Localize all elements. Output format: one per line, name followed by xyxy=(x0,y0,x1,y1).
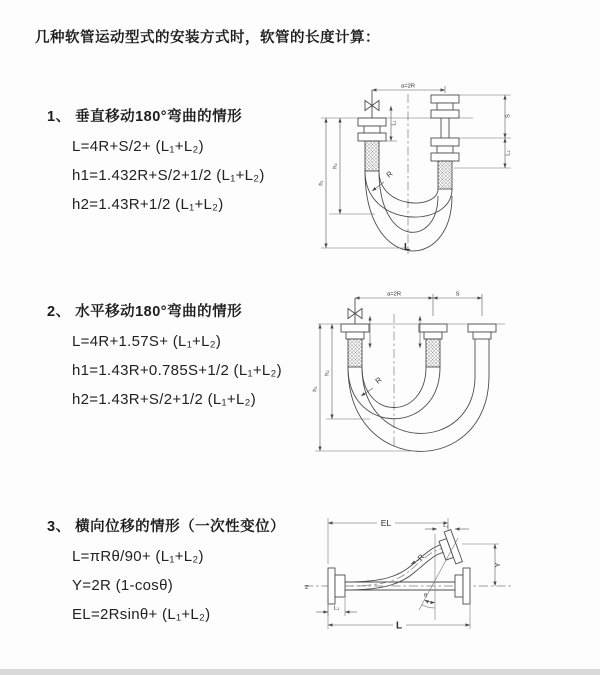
formula-h2: h2=1.43R+S/2+1/2 (L₁+L₂) xyxy=(72,391,257,408)
dim-label-el: EL xyxy=(380,518,392,528)
diagram-vertical-180-bend xyxy=(313,78,548,258)
formula-L: L=4R+1.57S+ (L₁+L₂) xyxy=(72,333,222,350)
section-2-heading: 2、 水平移动180°弯曲的情形 xyxy=(47,304,243,320)
formula-L: L=πRθ/90+ (L₁+L₂) xyxy=(72,548,204,565)
dim-label-l1: L₁ xyxy=(333,605,340,612)
length-label: L xyxy=(404,242,411,253)
upper-fitting-displaced xyxy=(437,530,463,567)
diagram-lateral-displacement xyxy=(298,508,563,643)
formula-h1: h1=1.43R+0.785S+1/2 (L₁+L₂) xyxy=(72,362,282,379)
left-fitting xyxy=(328,568,345,604)
section-vertical-180 xyxy=(47,105,347,213)
middle-fitting xyxy=(419,324,447,367)
dim-label-y: Y xyxy=(493,562,502,568)
dim-label-l: L xyxy=(395,620,403,632)
page-title: 几种软管运动型式的安装方式时，软管的长度计算： xyxy=(35,30,380,46)
dim-label-a2r: a=2R xyxy=(386,291,402,298)
formula-L: L=4R+S/2+ (L₁+L₂) xyxy=(72,138,204,155)
formula-Y: Y=2R (1-cosθ) xyxy=(72,577,174,594)
section-horizontal-180 xyxy=(47,300,347,408)
axis-mark: Z xyxy=(305,585,309,591)
scan-edge xyxy=(0,669,600,675)
hose-u-bend xyxy=(348,367,489,451)
dim-label-l2: L₂ xyxy=(443,523,449,529)
right-fitting-displaced xyxy=(468,324,496,376)
right-fitting xyxy=(455,568,470,604)
section-1-heading: 1、 垂直移动180°弯曲的情形 xyxy=(47,109,243,125)
dim-label-s: S xyxy=(505,114,512,118)
diagram-horizontal-180-bend xyxy=(310,286,555,456)
radius-label: R xyxy=(384,169,395,180)
right-fitting xyxy=(431,95,459,189)
radius-label: R xyxy=(415,552,427,563)
dim-label-h2: h₂ xyxy=(332,163,339,169)
angle-label: θ xyxy=(424,593,428,599)
formula-EL: EL=2Rsinθ+ (L₁+L₂) xyxy=(72,606,211,623)
dim-label-h2: h₂ xyxy=(324,370,331,376)
dim-label-l1: L₁ xyxy=(391,120,398,126)
dim-label-a2r: a=2R xyxy=(400,83,416,90)
dim-label-s: S xyxy=(455,291,460,298)
section-3-heading: 3、 横向位移的情形（一次性变位） xyxy=(47,519,286,535)
hose-s-curve xyxy=(345,544,445,590)
dim-label-h1: h₁ xyxy=(318,180,325,186)
left-fitting xyxy=(358,118,386,171)
dim-label-l2: L₂ xyxy=(505,150,512,156)
formula-h2: h2=1.43R+1/2 (L₁+L₂) xyxy=(72,196,224,213)
formula-h1: h1=1.432R+S/2+1/2 (L₁+L₂) xyxy=(72,167,265,184)
radius-label: R xyxy=(373,375,384,386)
left-fitting xyxy=(341,324,369,367)
dim-label-h1: h₁ xyxy=(312,386,319,392)
